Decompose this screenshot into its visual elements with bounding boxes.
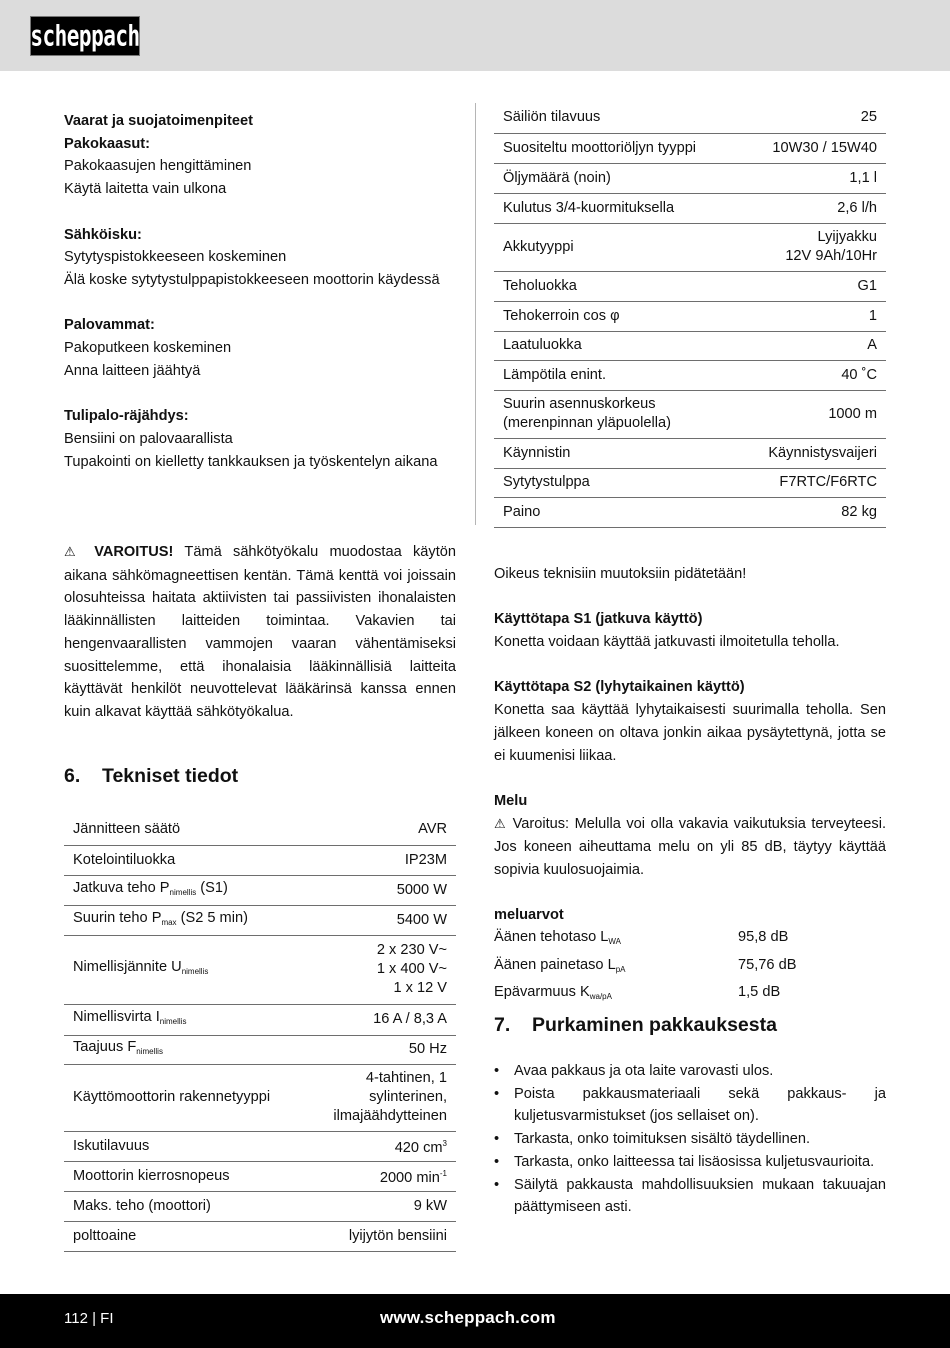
spec-label: Nimellisvirta $I_{nimellis}$ <box>64 1004 307 1035</box>
scheppach-logo <box>30 16 140 56</box>
s1-text: Konetta voidaan käyttää jatkuvasti ilmoitetulla teholla. <box>494 634 840 651</box>
page-separator: | <box>92 1310 96 1327</box>
table-row <box>494 497 886 527</box>
spec-value: 50 Hz <box>307 1035 456 1064</box>
noise-values <box>494 926 796 1009</box>
spec-value: 4-tahtinen, 1 sylinterinen, ilmajäähdytteinen <box>307 1064 456 1131</box>
noise-value: 95,8 dB <box>738 929 789 945</box>
spec-label: Käynnistin <box>494 438 739 468</box>
spec-label: Tehokerroin cos φ <box>494 301 739 331</box>
right-text-section <box>494 563 886 927</box>
table-row <box>64 905 456 935</box>
warning-label: VAROITUS! <box>94 544 174 560</box>
s1-title: Käyttötapa S1 (jatkuva käyttö) <box>494 611 703 628</box>
page-header <box>0 0 950 71</box>
hazard-line: Tupakointi on kielletty tankkauksen ja työskentelyn aikana <box>64 453 438 470</box>
page-language: FI <box>100 1310 114 1327</box>
hazard-line: Pakoputkeen koskeminen <box>64 340 232 356</box>
hazard-group-title: Tulipalo-räjähdys: <box>64 408 189 425</box>
spec-label: Suurin asennuskorkeus (merenpinnan yläpuolella) <box>494 390 739 438</box>
list-item: • Avaa pakkaus ja ota laite varovasti ulos. <box>494 1060 886 1083</box>
spec-label: Säiliön tilavuus <box>494 103 739 133</box>
noise-row: Äänen tehotaso $L_{WA}$ 95,8 dB <box>494 926 796 954</box>
spec-value: 2 x 230 V~ 1 x 400 V~ 1 x 12 V <box>307 935 456 1004</box>
table-row <box>494 163 886 193</box>
spec-value: 25 <box>739 103 886 133</box>
hazards-title: Vaarat ja suojatoimenpiteet <box>64 113 253 129</box>
list-item: • Poista pakkausmateriaali sekä pakkaus- ja kuljetusvarmistukset (jos sellaiset on). <box>494 1083 886 1128</box>
section-title: Purkaminen pakkauksesta <box>532 1014 777 1036</box>
page-footer <box>0 1294 950 1348</box>
spec-value: 10W30 / 15W40 <box>739 133 886 163</box>
logo-text: scheppach <box>30 19 140 53</box>
s2-title: Käyttötapa S2 (lyhytaikainen käyttö) <box>494 679 745 696</box>
s2-text: Konetta saa käyttää lyhytaikaisesti suurimalla teholla. Sen jälkeen koneen on oltava jonkin aikaa pysäytettynä, jotta se ei kuumenisi liikaa. <box>494 702 886 764</box>
table-row <box>64 1035 456 1064</box>
spec-label: Sytytystulppa <box>494 468 739 497</box>
noise-value: 75,76 dB <box>738 956 797 973</box>
table-row <box>494 301 886 331</box>
spec-label: Akkutyyppi <box>494 223 739 271</box>
spec-value: 2000 $\min^{-1}$ <box>307 1161 456 1191</box>
spec-value: 16 A / 8,3 A <box>307 1004 456 1035</box>
column-divider <box>475 103 476 525</box>
table-row <box>64 935 456 1004</box>
table-row <box>494 331 886 360</box>
table-row <box>64 815 456 845</box>
warning-text: Tämä sähkötyökalu muodostaa käytön aikana sähkömagneettisen kentän. Tämä kenttä voi joissain olosuhteissa haitata aktiivisten tai passiivisten ihonalaisten lääkinnällisten laitteiden toimintaa. Vakavien tai hengenvaarallisten vammojen vaaran vähentämiseksi suosittelemme, että ihonalaisia lääkinnällisiä laitteita käyttävät henkilöt neuvottelevat lääkärinsä kanssa ennen kuin alkavat käyttää sähkötyökalua. <box>64 544 456 720</box>
list-item: • Tarkasta, onko laitteessa tai lisäosissa kuljetusvaurioita. <box>494 1151 886 1174</box>
spec-label: Teholuokka <box>494 271 739 301</box>
unpacking-list <box>494 1060 886 1219</box>
table-row <box>64 1161 456 1191</box>
hazard-group-title: Pakokaasut: <box>64 135 150 152</box>
section-6-heading <box>64 765 238 788</box>
spec-label: polttoaine <box>64 1221 307 1251</box>
spec-value: Käynnistysvaijeri <box>739 438 886 468</box>
table-row <box>494 390 886 438</box>
table-row <box>494 103 886 133</box>
spec-label: Maks. teho (moottori) <box>64 1191 307 1221</box>
table-row <box>64 1064 456 1131</box>
spec-label: Paino <box>494 497 739 527</box>
section-7-heading <box>494 1014 777 1037</box>
page-number: 112 <box>64 1310 88 1327</box>
table-row <box>494 133 886 163</box>
spec-value: 9 kW <box>307 1191 456 1221</box>
website-link[interactable]: www.scheppach.com <box>380 1308 556 1327</box>
hazards-section <box>64 110 456 473</box>
hazard-line: Sytytyspistokkeeseen koskeminen <box>64 249 287 266</box>
table-row <box>494 438 886 468</box>
noise-value: 1,5 dB <box>738 984 781 1001</box>
spec-value: 1000 m <box>739 390 886 438</box>
spec-label: Suurin teho $P_{max}$ (S2 5 min) <box>64 905 307 935</box>
spec-label: Taajuus $F_{nimellis}$ <box>64 1035 307 1064</box>
table-row <box>494 468 886 497</box>
spec-value: Lyijyakku 12V 9Ah/10Hr <box>739 223 886 271</box>
emf-warning <box>64 541 456 724</box>
noise-row: Äänen painetaso $L_{pA}$ 75,76 dB <box>494 954 796 982</box>
table-row <box>64 845 456 875</box>
spec-label: Öljymäärä (noin) <box>494 163 739 193</box>
spec-label: Nimellisjännite $U_{nimellis}$ <box>64 935 307 1004</box>
tech-spec-table-left <box>64 815 456 1252</box>
hazard-group-title: Palovammat: <box>64 317 155 334</box>
section-number: 7. <box>494 1014 511 1036</box>
hazard-line: Käytä laitetta vain ulkona <box>64 181 227 198</box>
hazard-line: Pakokaasujen hengittäminen <box>64 158 252 175</box>
list-item: • Tarkasta, onko toimituksen sisältö täydellinen. <box>494 1128 886 1151</box>
spec-label: Käyttömoottorin rakennetyyppi <box>64 1064 307 1131</box>
spec-label: Kotelointiluokka <box>64 845 307 875</box>
hazard-line: Älä koske sytytystulppapistokkeeseen moottorin käydessä <box>64 271 440 288</box>
noise-title: Melu <box>494 792 528 809</box>
spec-label: Iskutilavuus <box>64 1131 307 1161</box>
spec-value: F7RTC/F6RTC <box>739 468 886 497</box>
warning-triangle-icon: ⚠ <box>64 545 83 560</box>
spec-value: G1 <box>739 271 886 301</box>
spec-label: Laatuluokka <box>494 331 739 360</box>
page-indicator <box>64 1310 114 1327</box>
table-row <box>494 223 886 271</box>
table-row <box>494 193 886 223</box>
spec-value: AVR <box>307 815 456 845</box>
table-row <box>64 875 456 905</box>
table-row <box>64 1004 456 1035</box>
spec-value: 5000 W <box>307 875 456 905</box>
spec-value: 1,1 l <box>739 163 886 193</box>
spec-value: 2,6 l/h <box>739 193 886 223</box>
noise-row: Epävarmuus $K_{wa/pA}$ 1,5 dB <box>494 981 796 1009</box>
spec-label: Lämpötila enint. <box>494 360 739 390</box>
table-row <box>64 1191 456 1221</box>
list-item: • Säilytä pakkausta mahdollisuuksien mukaan takuuajan päättymiseen asti. <box>494 1174 886 1219</box>
section-title: Tekniset tiedot <box>102 765 239 787</box>
spec-label: Jatkuva teho $P_{nimellis}$ (S1) <box>64 875 307 905</box>
warning-triangle-icon: ⚠ <box>494 816 508 832</box>
hazard-line: Bensiini on palovaarallista <box>64 430 233 447</box>
spec-label: Moottorin kierrosnopeus <box>64 1161 307 1191</box>
noise-warning: ⚠ Varoitus: Melulla voi olla vakavia vaikutuksia terveyteesi. Jos koneen aiheuttama melu on yli 85 dB, täytyy käyttää sopivia kuulosuojaimia. <box>494 815 886 879</box>
spec-value: 40 ˚C <box>739 360 886 390</box>
spec-label: Suositeltu moottoriöljyn tyyppi <box>494 133 739 163</box>
spec-value: 5400 W <box>307 905 456 935</box>
spec-label: Kulutus 3/4-kuormituksella <box>494 193 739 223</box>
spec-value: A <box>739 331 886 360</box>
spec-value: 1 <box>739 301 886 331</box>
spec-value: IP23M <box>307 845 456 875</box>
spec-value: 82 kg <box>739 497 886 527</box>
spec-label: Jännitteen säätö <box>64 815 307 845</box>
hazard-group-title: Sähköisku: <box>64 226 142 243</box>
table-row <box>64 1221 456 1251</box>
table-row <box>494 360 886 390</box>
hazard-line: Anna laitteen jäähtyä <box>64 362 201 379</box>
tech-spec-table-right <box>494 103 886 528</box>
table-row <box>64 1131 456 1161</box>
spec-value: lyijytön bensiini <box>307 1221 456 1251</box>
technical-changes-notice: Oikeus teknisiin muutoksiin pidätetään! <box>494 566 747 582</box>
table-row <box>494 271 886 301</box>
spec-value: 420 $cm^3$ <box>307 1131 456 1161</box>
noise-values-title: meluarvot <box>494 907 564 924</box>
section-number: 6. <box>64 765 81 787</box>
